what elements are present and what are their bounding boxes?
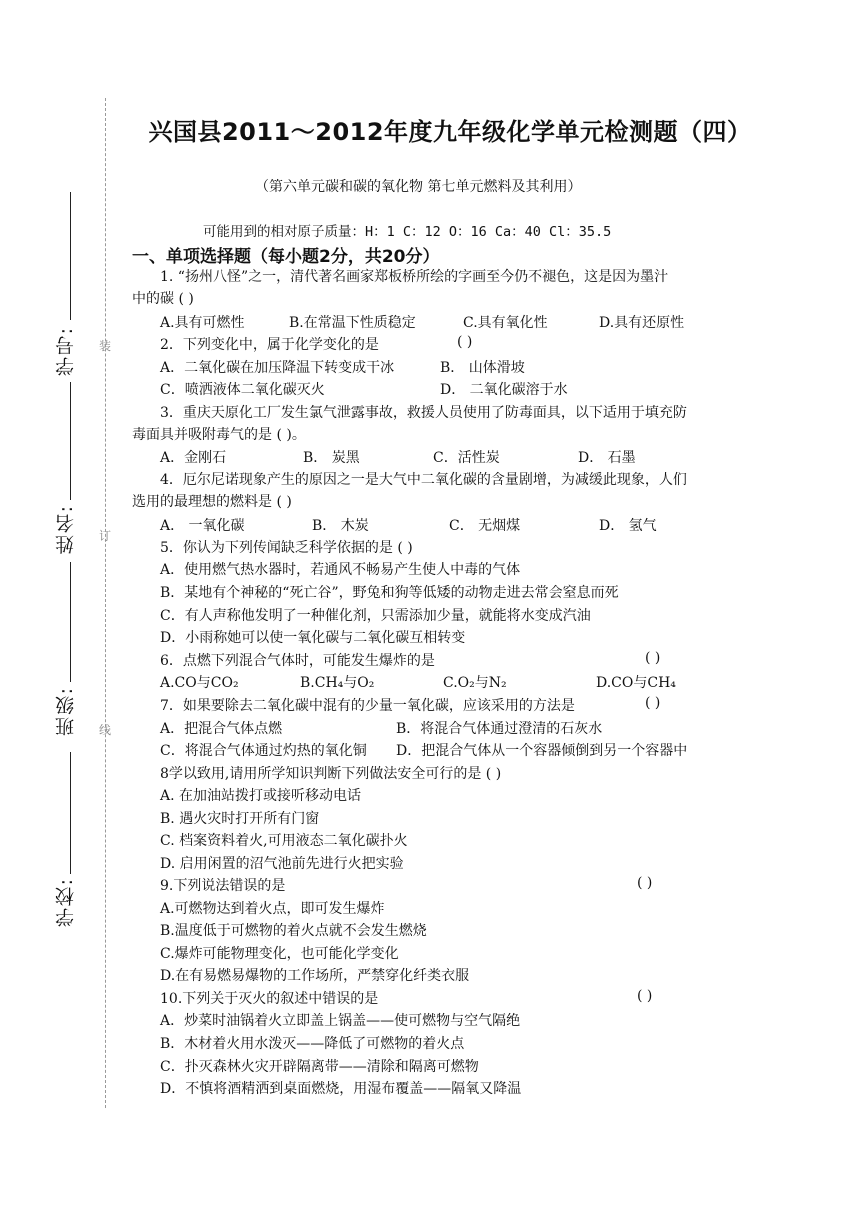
binding-char-3: 线	[99, 723, 112, 737]
page-title: 兴国县2011～2012年度九年级化学单元检测题（四）	[148, 118, 752, 146]
q6-stem: 6．点燃下列混合气体时，可能发生爆炸的是	[160, 653, 435, 669]
q3-option-a[interactable]: A．金刚石	[160, 450, 227, 466]
q1-option-a[interactable]: A.具有可燃性	[160, 315, 245, 331]
q6-option-c[interactable]: C.O₂与N₂	[443, 675, 507, 691]
q7-answer-blank[interactable]: ( )	[645, 695, 661, 711]
q7-option-d[interactable]: D．把混合气体从一个容器倾倒到另一个容器中	[396, 743, 688, 759]
q3-option-c[interactable]: C．活性炭	[433, 450, 500, 466]
q5-option-b[interactable]: B．某地有个神秘的“死亡谷”，野兔和狗等低矮的动物走进去常会窒息而死	[160, 585, 619, 601]
q9-answer-blank[interactable]: ( )	[637, 875, 653, 891]
q1-option-b[interactable]: B.在常温下性质稳定	[289, 315, 416, 331]
q9-stem: 9.下列说法错误的是	[160, 878, 286, 894]
q5-option-d[interactable]: D．小雨称她可以使一氧化碳与二氧化碳互相转变	[160, 630, 466, 646]
binding-char-2: 订	[99, 529, 112, 543]
name-blank[interactable]	[70, 382, 71, 500]
q4-stem-line1: 4．厄尔尼诺现象产生的原因之一是大气中二氧化碳的含量剧增，为减缓此现象，人们	[160, 472, 687, 488]
q4-option-b[interactable]: B． 木炭	[312, 518, 369, 534]
q10-option-b[interactable]: B．木材着火用水泼灭——降低了可燃物的着火点	[160, 1036, 465, 1052]
q10-stem: 10.下列关于灭火的叙述中错误的是	[160, 991, 379, 1007]
student-no-blank[interactable]	[70, 192, 71, 320]
q10-option-d[interactable]: D．不慎将酒精洒到桌面燃烧，用湿布覆盖——隔氧又降温	[160, 1081, 522, 1097]
q7-option-b[interactable]: B．将混合气体通过澄清的石灰水	[396, 721, 603, 737]
name-label: 姓名:	[55, 504, 77, 555]
q3-option-b[interactable]: B． 炭黑	[303, 450, 360, 466]
q5-stem: 5．你认为下列传闻缺乏科学依据的是 ( )	[160, 540, 413, 556]
q9-option-a[interactable]: A.可燃物达到着火点，即可发生爆炸	[160, 901, 385, 917]
binding-char-1: 装	[99, 339, 112, 353]
section-heading: 一、单项选择题（每小题2分，共20分）	[132, 247, 440, 267]
q9-option-c[interactable]: C.爆炸可能物理变化，也可能化学变化	[160, 946, 399, 962]
q2-option-c[interactable]: C．喷洒液体二氧化碳灭火	[160, 382, 325, 398]
school-label: 学校:	[55, 877, 77, 928]
q7-option-a[interactable]: A．把混合气体点燃	[160, 721, 283, 737]
q1-stem-line2: 中的碳 ( )	[132, 291, 194, 307]
q2-stem: 2．下列变化中，属于化学变化的是	[160, 337, 379, 353]
q3-option-d[interactable]: D． 石墨	[578, 450, 636, 466]
q5-option-c[interactable]: C．有人声称他发明了一种催化剂，只需添加少量，就能将水变成汽油	[160, 608, 591, 624]
page-subtitle: （第六单元碳和碳的氧化物 第七单元燃料及其利用）	[255, 179, 582, 195]
q8-stem: 8学以致用,请用所学知识判断下列做法安全可行的是 ( )	[160, 766, 502, 782]
q6-option-d[interactable]: D.CO与CH₄	[596, 675, 676, 691]
q3-stem-line1: 3．重庆天原化工厂发生氯气泄露事故，救援人员使用了防毒面具，以下适用于填充防	[160, 405, 687, 421]
q6-option-a[interactable]: A.CO与CO₂	[160, 675, 239, 691]
student-no-label: 学号:	[55, 326, 77, 377]
q9-option-b[interactable]: B.温度低于可燃物的着火点就不会发生燃烧	[160, 923, 427, 939]
q8-option-d[interactable]: D. 启用闲置的沼气池前先进行火把实验	[160, 856, 404, 872]
q8-option-a[interactable]: A. 在加油站拨打或接听移动电话	[160, 788, 362, 804]
q5-option-a[interactable]: A．使用燃气热水器时，若通风不畅易产生使人中毒的气体	[160, 562, 521, 578]
q1-option-d[interactable]: D.具有还原性	[599, 315, 685, 331]
class-blank[interactable]	[70, 562, 71, 682]
q1-stem-line1: 1. “扬州八怪”之一，清代著名画家郑板桥所绘的字画至今仍不褪色，这是因为墨汁	[160, 269, 669, 285]
q8-option-c[interactable]: C. 档案资料着火,可用液态二氧化碳扑火	[160, 833, 408, 849]
q6-answer-blank[interactable]: ( )	[645, 650, 661, 666]
q8-option-b[interactable]: B. 遇火灾时打开所有门窗	[160, 811, 320, 827]
q4-option-d[interactable]: D． 氢气	[599, 518, 657, 534]
q3-stem-line2: 毒面具并吸附毒气的是 ( )。	[132, 427, 306, 443]
q4-option-a[interactable]: A． 一氧化碳	[160, 518, 245, 534]
q10-option-a[interactable]: A．炒菜时油锅着火立即盖上锅盖——使可燃物与空气隔绝	[160, 1013, 521, 1029]
q7-stem: 7．如果要除去二氧化碳中混有的少量一氧化碳，应该采用的方法是	[160, 698, 575, 714]
q2-answer-blank[interactable]: ( )	[457, 334, 473, 350]
q4-stem-line2: 选用的最理想的燃料是 ( )	[132, 494, 292, 510]
q10-answer-blank[interactable]: ( )	[637, 988, 653, 1004]
q1-option-c[interactable]: C.具有氧化性	[463, 315, 548, 331]
atomic-masses: 可能用到的相对原子质量：H：1 C：12 O：16 Ca：40 Cl：35.5	[203, 224, 612, 240]
q4-option-c[interactable]: C． 无烟煤	[449, 518, 521, 534]
school-blank[interactable]	[70, 752, 71, 874]
binding-dashed-line	[105, 98, 106, 1108]
class-label: 班级:	[55, 686, 77, 737]
q6-option-b[interactable]: B.CH₄与O₂	[300, 675, 375, 691]
q9-option-d[interactable]: D.在有易燃易爆物的工作场所，严禁穿化纤类衣服	[160, 968, 470, 984]
q2-option-b[interactable]: B． 山体滑坡	[440, 360, 525, 376]
q2-option-d[interactable]: D． 二氧化碳溶于水	[440, 382, 568, 398]
q10-option-c[interactable]: C．扑灭森林火灾开辟隔离带——清除和隔离可燃物	[160, 1059, 479, 1075]
q2-option-a[interactable]: A．二氧化碳在加压降温下转变成干冰	[160, 360, 395, 376]
q7-option-c[interactable]: C．将混合气体通过灼热的氧化铜	[160, 743, 367, 759]
